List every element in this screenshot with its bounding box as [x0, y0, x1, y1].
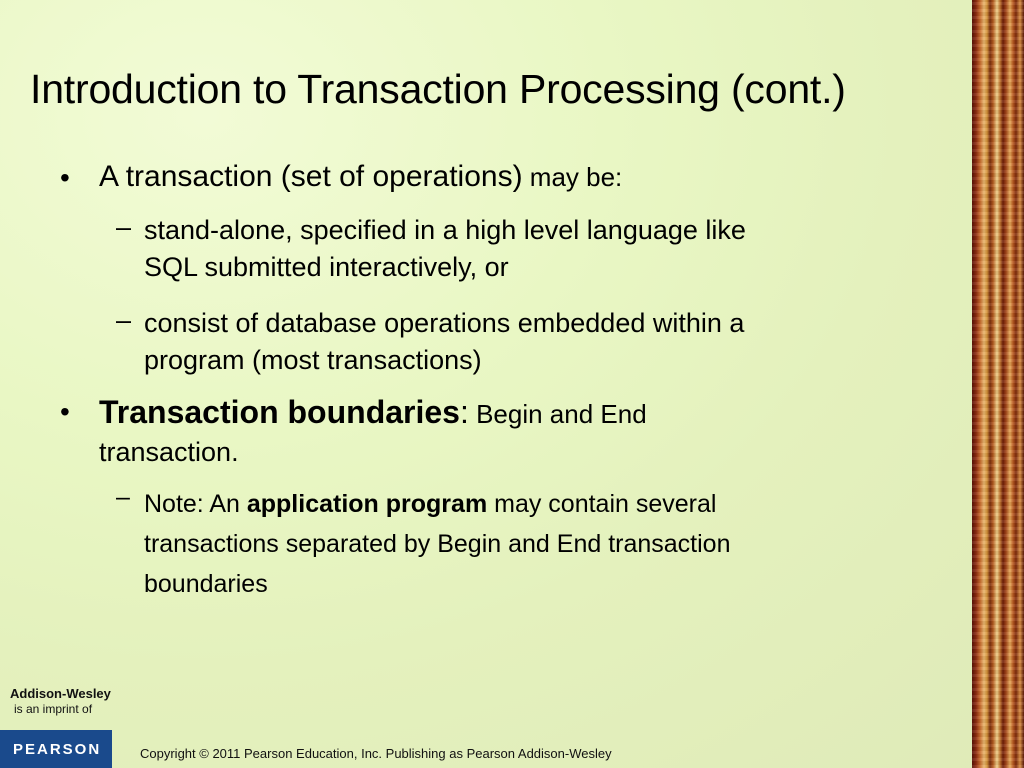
pearson-logo-box [0, 730, 112, 768]
pearson-logo-text: PEARSON [13, 741, 102, 758]
imprint-text: is an imprint of [14, 702, 93, 716]
dash-marker: – [116, 483, 130, 511]
sub-2-line-2: program (most transactions) [144, 345, 482, 375]
bullet-1-text [99, 158, 622, 196]
sub-3-post: may contain several [487, 490, 717, 518]
sub-3-bold: application program [246, 490, 488, 518]
bullet-marker: • [60, 162, 70, 193]
bullet-2-rest: Begin and End [468, 399, 647, 429]
decorative-stripe [972, 0, 1024, 768]
sub-3-line-3: boundaries [144, 570, 268, 598]
bullet-1-small: may be: [522, 162, 623, 192]
sub-2 [144, 305, 744, 379]
slide-title: Introduction to Transaction Processing (cont.) [30, 66, 846, 112]
bullet-2-bold: Transaction boundaries [99, 394, 460, 430]
dash-marker: – [116, 305, 132, 335]
bullet-2-line-2: transaction. [99, 437, 239, 467]
sub-3 [144, 484, 731, 604]
copyright-text: Copyright © 2011 Pearson Education, Inc. Publishing as Pearson Addison-Wesley [140, 746, 612, 761]
sub-3-line-1 [144, 484, 731, 524]
bullet-2-colon: : [459, 394, 469, 430]
bullet-1-main: A transaction (set of operations) [99, 160, 523, 193]
sub-1-line-2: SQL submitted interactively, or [144, 252, 509, 282]
dash-marker: – [116, 212, 132, 242]
sub-1 [144, 212, 746, 286]
bullet-2-line-1 [99, 393, 647, 433]
bullet-marker: • [60, 396, 70, 427]
publisher-name: Addison-Wesley [10, 686, 111, 701]
sub-2-line-1: consist of database operations embedded within a [144, 308, 745, 338]
sub-3-line-2: transactions separated by Begin and End transaction [144, 530, 731, 558]
sub-3-pre: Note: An [144, 490, 247, 518]
sub-1-line-1: stand-alone, specified in a high level language like [144, 215, 746, 245]
